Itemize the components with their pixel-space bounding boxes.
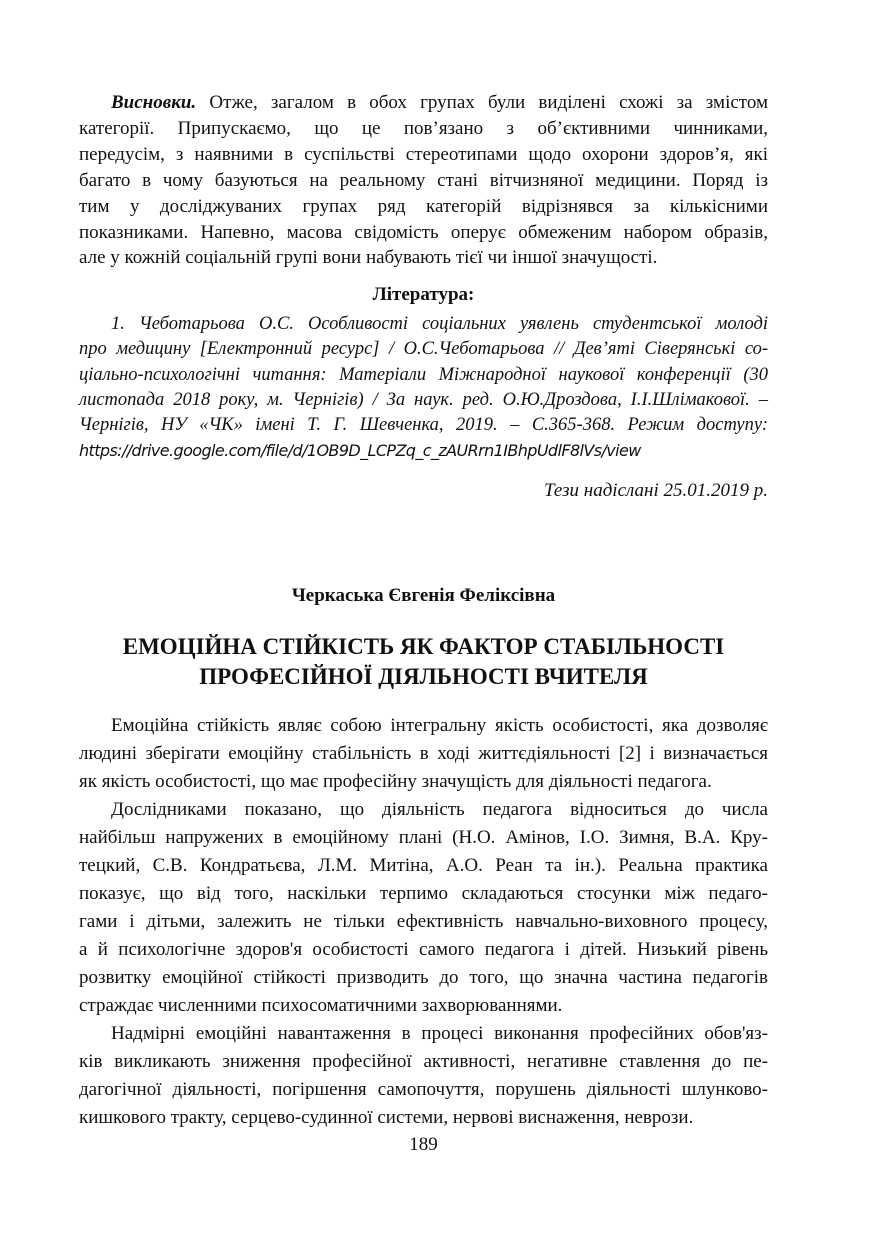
text-line: людині зберігати емоційну стабільність в ході життєдіяльності [2] і визначається xyxy=(79,743,768,764)
text-line: категорії. Припускаємо, що це пов’язано з об’єктивними чинниками, xyxy=(79,117,768,139)
literature-heading: Література: xyxy=(372,284,475,305)
text-line: кишкового тракту, серцево-судинної системи, нервові виснаження, неврози. xyxy=(79,1107,694,1128)
text-line: а й психологічне здоров'я особистості самого педагога і дітей. Низький рівень xyxy=(79,939,768,960)
text-line: Емоційна стійкість являє собою інтегральну якість особистості, яка дозволяє xyxy=(111,715,768,736)
reference-list xyxy=(79,312,768,464)
text-line: тецкий, С.В. Кондратьєва, Л.М. Митіна, А.О. Реан та ін.). Реальна практика xyxy=(79,855,768,876)
reference-link[interactable]: https://drive.google.com/file/d/1OB9D_LCPZq_c_zAURrn1IBhpUdlF8lVs/view xyxy=(79,441,641,461)
text-line: Надмірні емоційні навантаження в процесі виконання професійних обов'яз- xyxy=(111,1023,768,1044)
conclusion-lead: Висновки. xyxy=(111,92,197,113)
text-line: передусім, з наявними в суспільстві стереотипами щодо охорони здоров’я, які xyxy=(79,143,768,165)
page-number: 189 xyxy=(409,1134,438,1155)
text-line: Дослідниками показано, що діяльність педагога відноситься до числа xyxy=(111,799,768,820)
submission-date: Тези надіслані 25.01.2019 р. xyxy=(544,480,768,501)
text-line: показниками. Напевно, масова свідомість оперує обмеженим набором образів, xyxy=(79,221,768,243)
reference-line: Чернігів, НУ «ЧК» імені Т. Г. Шевченка, 2019. – С.365-368. Режим доступу: xyxy=(79,415,768,436)
title-line: ЕМОЦІЙНА СТІЙКІСТЬ ЯК ФАКТОР СТАБІЛЬНОСТІ xyxy=(122,634,725,659)
title-line: ПРОФЕСІЙНОЇ ДІЯЛЬНОСТІ ВЧИТЕЛЯ xyxy=(199,664,648,689)
reference-line: ціально-психологічні читання: Матеріали Міжнародної наукової конференції (30 xyxy=(79,364,768,385)
article-title xyxy=(79,632,768,692)
reference-line: про медицину [Електронний ресурс] / О.С.Чеботарьова // Дев’яті Сіверянські со- xyxy=(79,339,768,360)
text-line: багато в чому базуються на реальному стані вітчизняної медицини. Поряд із xyxy=(79,169,768,191)
text-line xyxy=(79,90,768,116)
text-segment: Отже, загалом в обох групах були виділені схожі за змістом xyxy=(196,92,768,113)
text-line: дагогічної діяльності, погіршення самопочуття, порушень діяльності шлунково- xyxy=(79,1079,768,1100)
text-line: страждає численними психосоматичними захворюваннями. xyxy=(79,995,563,1016)
text-line: найбільш напружених в емоційному плані (Н.О. Амінов, І.О. Зимня, В.А. Кру- xyxy=(79,827,768,848)
text-line: як якість особистості, що має професійну значущість для діяльності педагога. xyxy=(79,771,712,792)
author-name: Черкаська Євгенія Феліксівна xyxy=(291,585,556,606)
article-body xyxy=(79,712,768,1132)
reference-line: листопада 2018 року, м. Чернігів) / За наук. ред. О.Ю.Дроздова, І.І.Шлімакової. – xyxy=(79,389,768,410)
conclusion-paragraph xyxy=(79,90,768,271)
text-line: розвитку емоційної стійкості призводить до того, що значна частина педагогів xyxy=(79,967,768,988)
text-line: але у кожній соціальній групі вони набувають тієї чи іншої значущості. xyxy=(79,247,658,269)
text-line: гами і дітьми, залежить не тільки ефективність навчально-виховного процесу, xyxy=(79,911,768,932)
text-line: показує, що від того, наскільки терпимо складаються стосунки між педаго- xyxy=(79,883,768,904)
text-line: ків викликають зниження професійної активності, негативне ставлення до пе- xyxy=(79,1051,768,1072)
text-line: тим у досліджуваних групах ряд категорій відрізнявся за кількісними xyxy=(79,195,768,217)
reference-line: 1. Чеботарьова О.С. Особливості соціальних уявлень студентської молоді xyxy=(111,314,768,334)
